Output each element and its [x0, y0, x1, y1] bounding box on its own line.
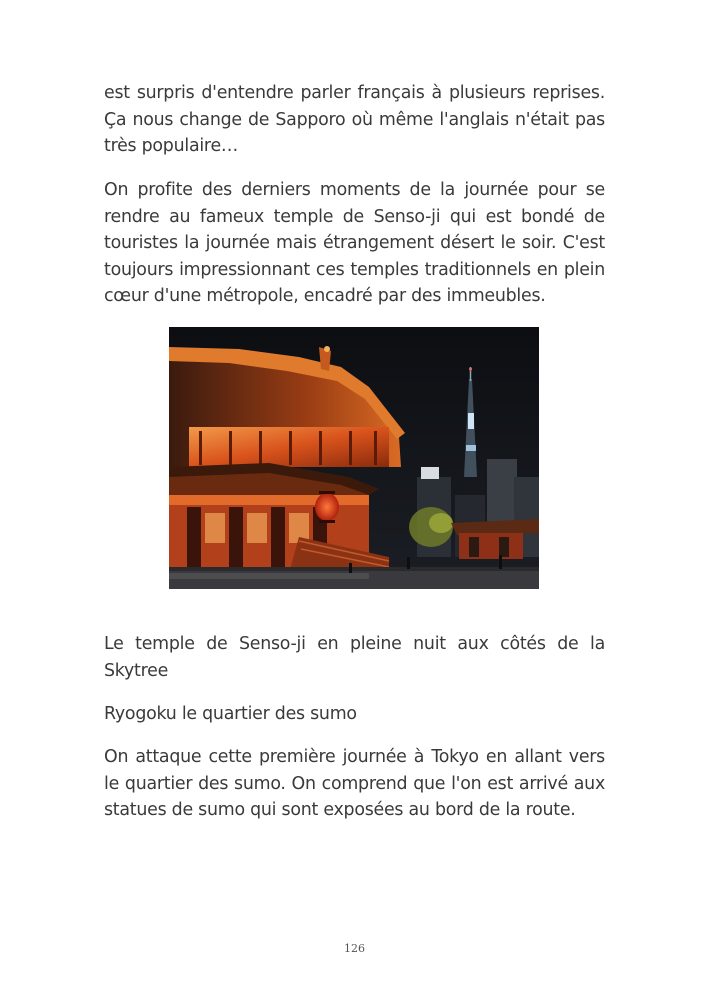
page-number: 126 — [344, 942, 365, 955]
paragraph — [104, 744, 605, 824]
paragraph — [104, 177, 605, 310]
paragraph-text: On profite des derniers moments de la journée pour se rendre au fameux temple de Senso-ji qui est bondé de touristes la journée mais étrangement désert le soir. C'est toujours impressionnant ces temples traditionnels en plein cœur d'une métropole, encadré par des immeubles. — [104, 180, 605, 307]
photo-caption — [104, 631, 605, 684]
caption-text: Le temple de Senso-ji en pleine nuit aux côtés de la Skytree — [104, 634, 605, 681]
photo-illustration — [169, 327, 539, 589]
paragraph-text: est surpris d'entendre parler français à plusieurs reprises. Ça nous change de Sapporo où même l'anglais n'était pas très populaire… — [104, 83, 605, 157]
section-heading-text: Ryogoku le quartier des sumo — [104, 704, 357, 724]
paragraph — [104, 80, 605, 160]
section-heading — [104, 701, 605, 728]
senso-ji-night-photo — [169, 327, 539, 589]
paragraph-text: On attaque cette première journée à Tokyo en allant vers le quartier des sumo. On comprend que l'on est arrivé aux statues de sumo qui sont exposées au bord de la route. — [104, 747, 605, 821]
